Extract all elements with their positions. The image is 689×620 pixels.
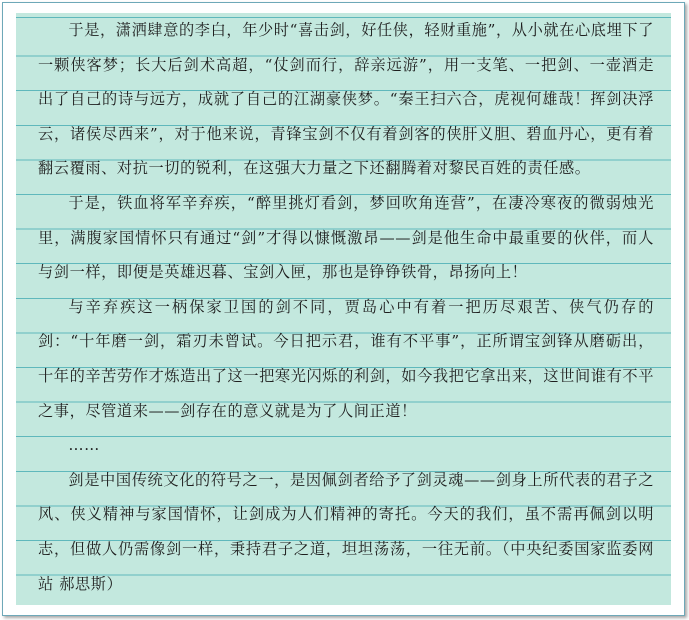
article-body <box>38 13 654 601</box>
paragraph-jia-dao: 与辛弃疾这一柄保家卫国的剑不同，贾岛心中有着一把历尽艰苦、侠气仍存的剑：“十年磨一剑，霜刃未曾试。今日把示君，谁有不平事”，正所谓宝剑锋从磨砺出，十年的辛苦劳作才炼造出了这一把寒光闪烁的利剑，如今我把它拿出来，这世间谁有不平之事，尽管道来——剑存在的意义就是为了人间正道！ <box>38 297 654 420</box>
paragraph-ellipsis: …… <box>68 436 100 455</box>
paragraph-xin-qiji: 于是，铁血将军辛弃疾，“醉里挑灯看剑，梦回吹角连营”，在凄冷寒夜的微弱烛光里，满腹家国情怀只有通过“剑”才得以慷慨激昂——剑是他生命中最重要的伙伴，而人与剑一样，即便是英雄迟暮、宝剑入匣，那也是铮铮铁骨，昂扬向上！ <box>38 193 654 282</box>
lined-paper-background <box>16 13 671 605</box>
paragraph-li-bai: 于是，潇洒肆意的李白，年少时“喜击剑，好任侠，轻财重施”，从小就在心底埋下了一颗侠客梦；长大后剑术高超，“仗剑而行，辞亲远游”，用一支笔、一把剑、一壶酒走出了自己的诗与远方，成就了自己的江湖豪侠梦。“秦王扫六合，虎视何雄哉！挥剑决浮云，诸侯尽西来”，对于他来说，青锋宝剑不仅有着剑客的侠肝义胆、碧血丹心，更有着翻云覆雨、对抗一切的锐利，在这强大力量之下还翻腾着对黎民百姓的责任感。 <box>38 21 654 178</box>
paragraph-conclusion: 剑是中国传统文化的符号之一，是因佩剑者给予了剑灵魂——剑身上所代表的君子之风、侠义精神与家国情怀，让剑成为人们精神的寄托。今天的我们，虽不需再佩剑以明志，但做人仍需像剑一样，秉持君子之道，坦坦荡荡，一往无前。（中央纪委国家监委网站 郝思斯） <box>38 470 654 593</box>
page-frame <box>2 2 685 616</box>
